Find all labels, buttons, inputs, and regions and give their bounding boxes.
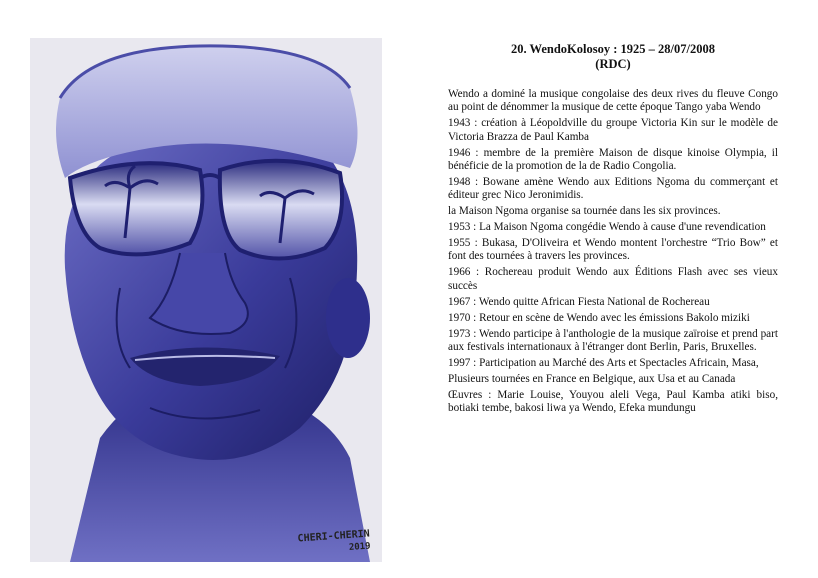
- bio-paragraph: Wendo a dominé la musique congolaise des deux rives du fleuve Congo au point de dénommer la musique de cette époque Tango yaba Wendo: [448, 88, 778, 114]
- bio-paragraph: 1946 : membre de la première Maison de disque kinoise Olympia, il bénéficie de la promotion de la de Radio Congolia.: [448, 146, 778, 173]
- biography-column: [448, 42, 778, 418]
- bio-paragraph: 1973 : Wendo participe à l'anthologie de la musique zaïroise et prend part aux festivals internationaux à l'étranger dont Berlin, Paris, Bruxelles.: [448, 327, 778, 353]
- bio-paragraph: 1955 : Bukasa, D'Oliveira et Wendo montent l'orchestre “Trio Bow” et font des tournées à travers les provinces.: [448, 237, 778, 263]
- signature-name: CHERI-CHERIN: [297, 528, 370, 545]
- signature-year: 2019: [348, 541, 371, 553]
- portrait-drawing: [30, 38, 382, 562]
- portrait-illustration: [30, 38, 382, 562]
- bio-paragraph: 1948 : Bowane amène Wendo aux Editions Ngoma du commerçant et éditeur grec Nico Jeronimidis.: [448, 175, 778, 202]
- title-line-2: (RDC): [595, 57, 631, 71]
- bio-paragraph: 1953 : La Maison Ngoma congédie Wendo à cause d'une revendication: [448, 221, 766, 234]
- bio-paragraph: 1970 : Retour en scène de Wendo avec les émissions Bakolo miziki: [448, 311, 750, 324]
- biography-title: [448, 42, 778, 72]
- bio-paragraph: la Maison Ngoma organise sa tournée dans les six provinces.: [448, 205, 721, 218]
- title-line-1: 20. WendoKolosoy : 1925 – 28/07/2008: [511, 42, 715, 56]
- bio-paragraph: 1997 : Participation au Marché des Arts et Spectacles Africain, Masa,: [448, 356, 759, 369]
- bio-paragraph: Œuvres : Marie Louise, Youyou aleli Vega, Paul Kamba atiki biso, botiaki tembe, bakosi liwa ya Wendo, Efeka mundungu: [448, 388, 778, 415]
- bio-paragraph: 1967 : Wendo quitte African Fiesta National de Rochereau: [448, 295, 710, 308]
- bio-paragraph: Plusieurs tournées en France en Belgique, aux Usa et au Canada: [448, 372, 736, 385]
- artist-signature: [297, 528, 371, 559]
- bio-paragraph: 1966 : Rochereau produit Wendo aux Éditions Flash avec ses vieux succès: [448, 266, 778, 292]
- bio-paragraph: 1943 : création à Léopoldville du groupe Victoria Kin sur le modèle de Victoria Brazza de Paul Kamba: [448, 117, 778, 143]
